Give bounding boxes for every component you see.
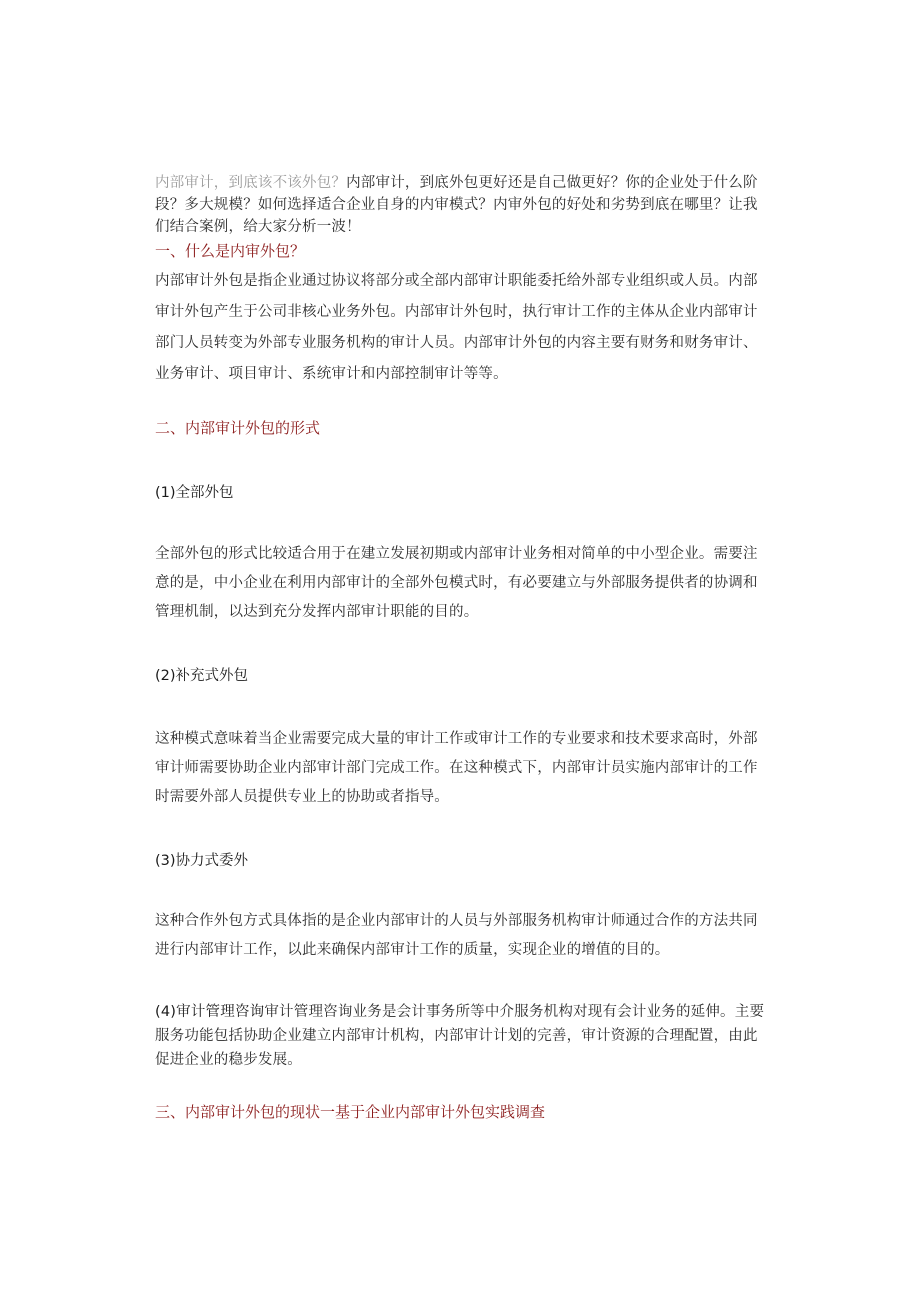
intro-paragraph	[155, 172, 765, 238]
subsection4-paragraph	[155, 1000, 765, 1072]
section2-heading: 二、内部审计外包的形式	[155, 419, 321, 437]
subsection3-body: 这种合作外包方式具体指的是企业内部审计的人员与外部服务机构审计师通过合作的方法共同进行内部审计工作，以此来确保内部审计工作的质量，实现企业的增值的目的。	[155, 913, 758, 958]
section1-heading: 一、什么是内审外包？	[155, 242, 306, 260]
intro-text: 内部审计，到底外包更好还是自己做更好？你的企业处于什么阶段？多大规模？如何选择适合企业自身的内审模式？内审外包的好处和劣势到底在哪里？让我们结合案例，给大家分析一波！	[155, 175, 758, 235]
section1-body: 内部审计外包是指企业通过协议将部分或全部内部审计职能委托给外部专业组织或人员。内部审计外包产生于公司非核心业务外包。内部审计外包时，执行审计工作的主体从企业内部审计部门人员转变为外部专业服务机构的审计人员。内部审计外包的内容主要有财务和财务审计、业务审计、项目审计、系统审计和内部控制审计等等。	[155, 273, 758, 382]
subsection4-title: (4)审计管理咨询	[155, 1004, 265, 1020]
intro-lead: 内部审计，到底该不该外包？	[155, 175, 347, 191]
subsection1-title: (1)全部外包	[155, 485, 234, 501]
subsection2-title: (2)补充式外包	[155, 668, 249, 684]
subsection1-body: 全部外包的形式比较适合用于在建立发展初期或内部审计业务相对简单的中小型企业。需要注意的是，中小企业在利用内部审计的全部外包模式时，有必要建立与外部服务提供者的协调和管理机制，以达到充分发挥内部审计职能的目的。	[155, 546, 758, 620]
subsection2-body: 这种模式意味着当企业需要完成大量的审计工作或审计工作的专业要求和技术要求高时，外部审计师需要协助企业内部审计部门完成工作。在这种模式下，内部审计员实施内部审计的工作时需要外部人员提供专业上的协助或者指导。	[155, 731, 758, 805]
subsection3-title: (3)协力式委外	[155, 853, 249, 869]
section3-heading: 三、内部审计外包的现状一基于企业内部审计外包实践调查	[155, 1103, 546, 1121]
subsection4-body: 审计管理咨询业务是会计事务所等中介服务机构对现有会计业务的延伸。主要服务功能包括协助企业建立内部审计机构，内部审计计划的完善，审计资源的合理配置，由此促进企业的稳步发展。	[155, 1004, 765, 1068]
